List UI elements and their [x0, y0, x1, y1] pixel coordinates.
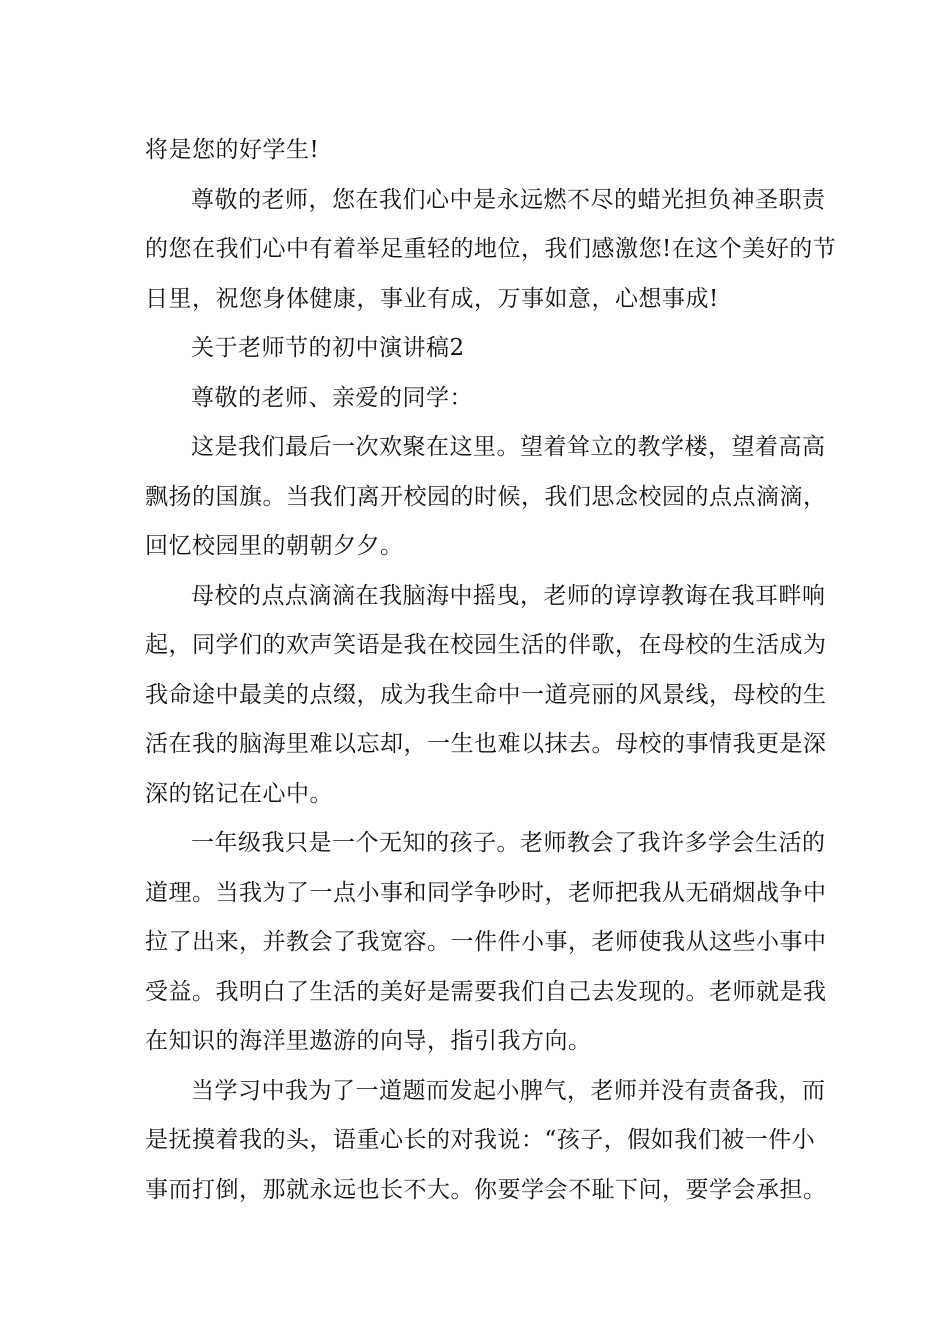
text-line: 深的铭记在心中。	[145, 780, 333, 807]
text-line: 当学习中我为了一道题而发起小脾气，老师并没有责备我，而	[191, 1077, 826, 1104]
text-line: 受益。我明白了生活的美好是需要我们自己去发现的。老师就是我	[145, 978, 827, 1005]
document-body	[145, 126, 837, 1215]
text-line: 尊敬的老师，您在我们心中是永远燃不尽的蜡光担负神圣职责	[191, 186, 826, 213]
text-line: 在知识的海洋里遨游的向导，指引我方向。	[145, 1028, 592, 1054]
text-line: 是抚摸着我的头，语重心长的对我说：“孩子，假如我们被一件小	[145, 1127, 816, 1153]
text-line: 活在我的脑海里难以忘却，一生也难以抹去。母校的事情我更是深	[145, 731, 827, 757]
text-line: 飘扬的国旗。当我们离开校园的时候，我们思念校园的点点滴滴，	[145, 483, 827, 510]
text-line: 事而打倒，那就永远也长不大。你要学会不耻下问，要学会承担。	[145, 1176, 827, 1203]
text-line: 起，同学们的欢声笑语是我在校园生活的伴歌，在母校的生活成为	[145, 632, 827, 658]
text-line: 拉了出来，并教会了我宽容。一件件小事，老师使我从这些小事中	[145, 929, 827, 955]
text-line: 我命途中最美的点缀，成为我生命中一道亮丽的风景线，母校的生	[145, 681, 827, 708]
salutation: 尊敬的老师、亲爱的同学：	[191, 384, 473, 411]
text-line: 道理。当我为了一点小事和同学争吵时，老师把我从无硝烟战争中	[145, 879, 827, 906]
text-line: 一年级我只是一个无知的孩子。老师教会了我许多学会生活的	[191, 830, 826, 856]
text-line: 母校的点点滴滴在我脑海中摇曳，老师的谆谆教诲在我耳畔响	[191, 582, 826, 609]
text-line: 日里，祝您身体健康，事业有成，万事如意，心想事成!	[145, 285, 719, 312]
section-heading: 关于老师节的初中演讲稿2	[191, 335, 465, 361]
text-line: 这是我们最后一次欢聚在这里。望着耸立的教学楼，望着高高	[191, 434, 826, 460]
text-line: 将是您的好学生!	[145, 137, 320, 163]
text-line: 的您在我们心中有着举足重轻的地位，我们感激您!在这个美好的节	[145, 236, 837, 262]
text-line: 回忆校园里的朝朝夕夕。	[145, 533, 404, 559]
